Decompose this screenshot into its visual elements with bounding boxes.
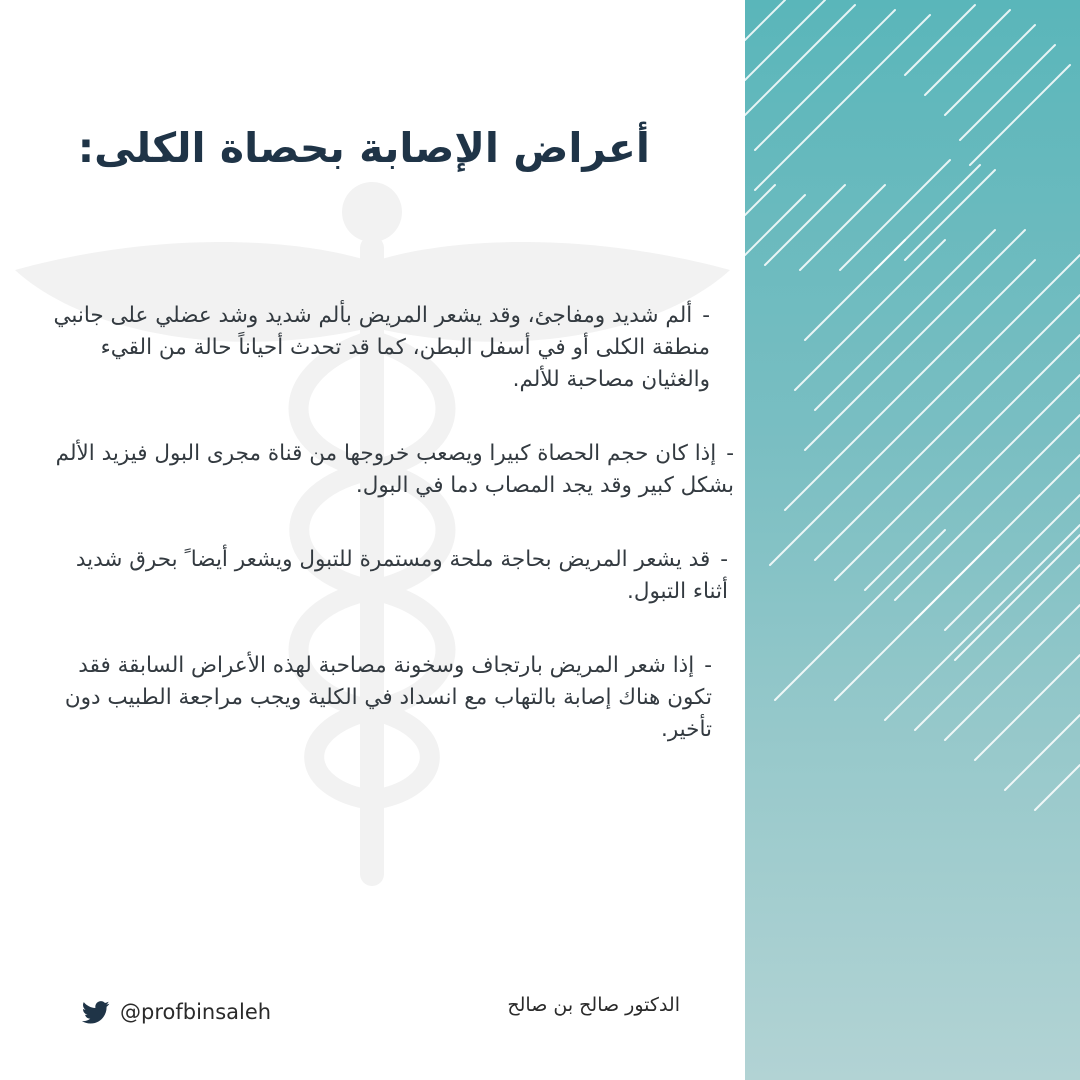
symptoms-list xyxy=(30,300,740,788)
symptom-text: إذا شعر المريض بارتجاف وسخونة مصاحبة لهذه الأعراض السابقة فقد تكون هناك إصابة بالتهاب مع انسداد في الكلية ويجب مراجعة الطبيب دون تأخير. xyxy=(64,653,712,742)
list-dash: - xyxy=(726,441,734,466)
decorative-side-panel xyxy=(745,0,1080,1080)
symptom-item xyxy=(30,650,740,746)
twitter-handle[interactable] xyxy=(82,1000,271,1024)
list-dash: - xyxy=(720,547,728,572)
diagonal-stripes-pattern xyxy=(745,0,1080,1080)
twitter-icon xyxy=(82,1001,110,1024)
page-title: أعراض الإصابة بحصاة الكلى: xyxy=(77,124,650,172)
symptom-item xyxy=(30,544,740,608)
author-name: الدكتور صالح بن صالح xyxy=(507,994,680,1016)
symptom-text: قد يشعر المريض بحاجة ملحة ومستمرة للتبول ويشعر أيضا ً بحرق شديد أثناء التبول. xyxy=(75,547,728,604)
symptom-text: إذا كان حجم الحصاة كبيرا ويصعب خروجها من قناة مجرى البول فيزيد الألم بشكل كبير وقد يجد المصاب دما في البول. xyxy=(55,441,734,498)
list-dash: - xyxy=(702,303,710,328)
list-dash: - xyxy=(704,653,712,678)
symptom-text: ألم شديد ومفاجئ، وقد يشعر المريض بألم شديد وشد عضلي على جانبي منطقة الكلى أو في أسفل البطن، كما قد تحدث أحياناً حالة من القيء والغثيان مصاحبة للألم. xyxy=(53,303,710,392)
twitter-handle-text: @profbinsaleh xyxy=(120,1000,272,1024)
symptom-item xyxy=(30,438,740,502)
symptom-item xyxy=(30,300,740,396)
